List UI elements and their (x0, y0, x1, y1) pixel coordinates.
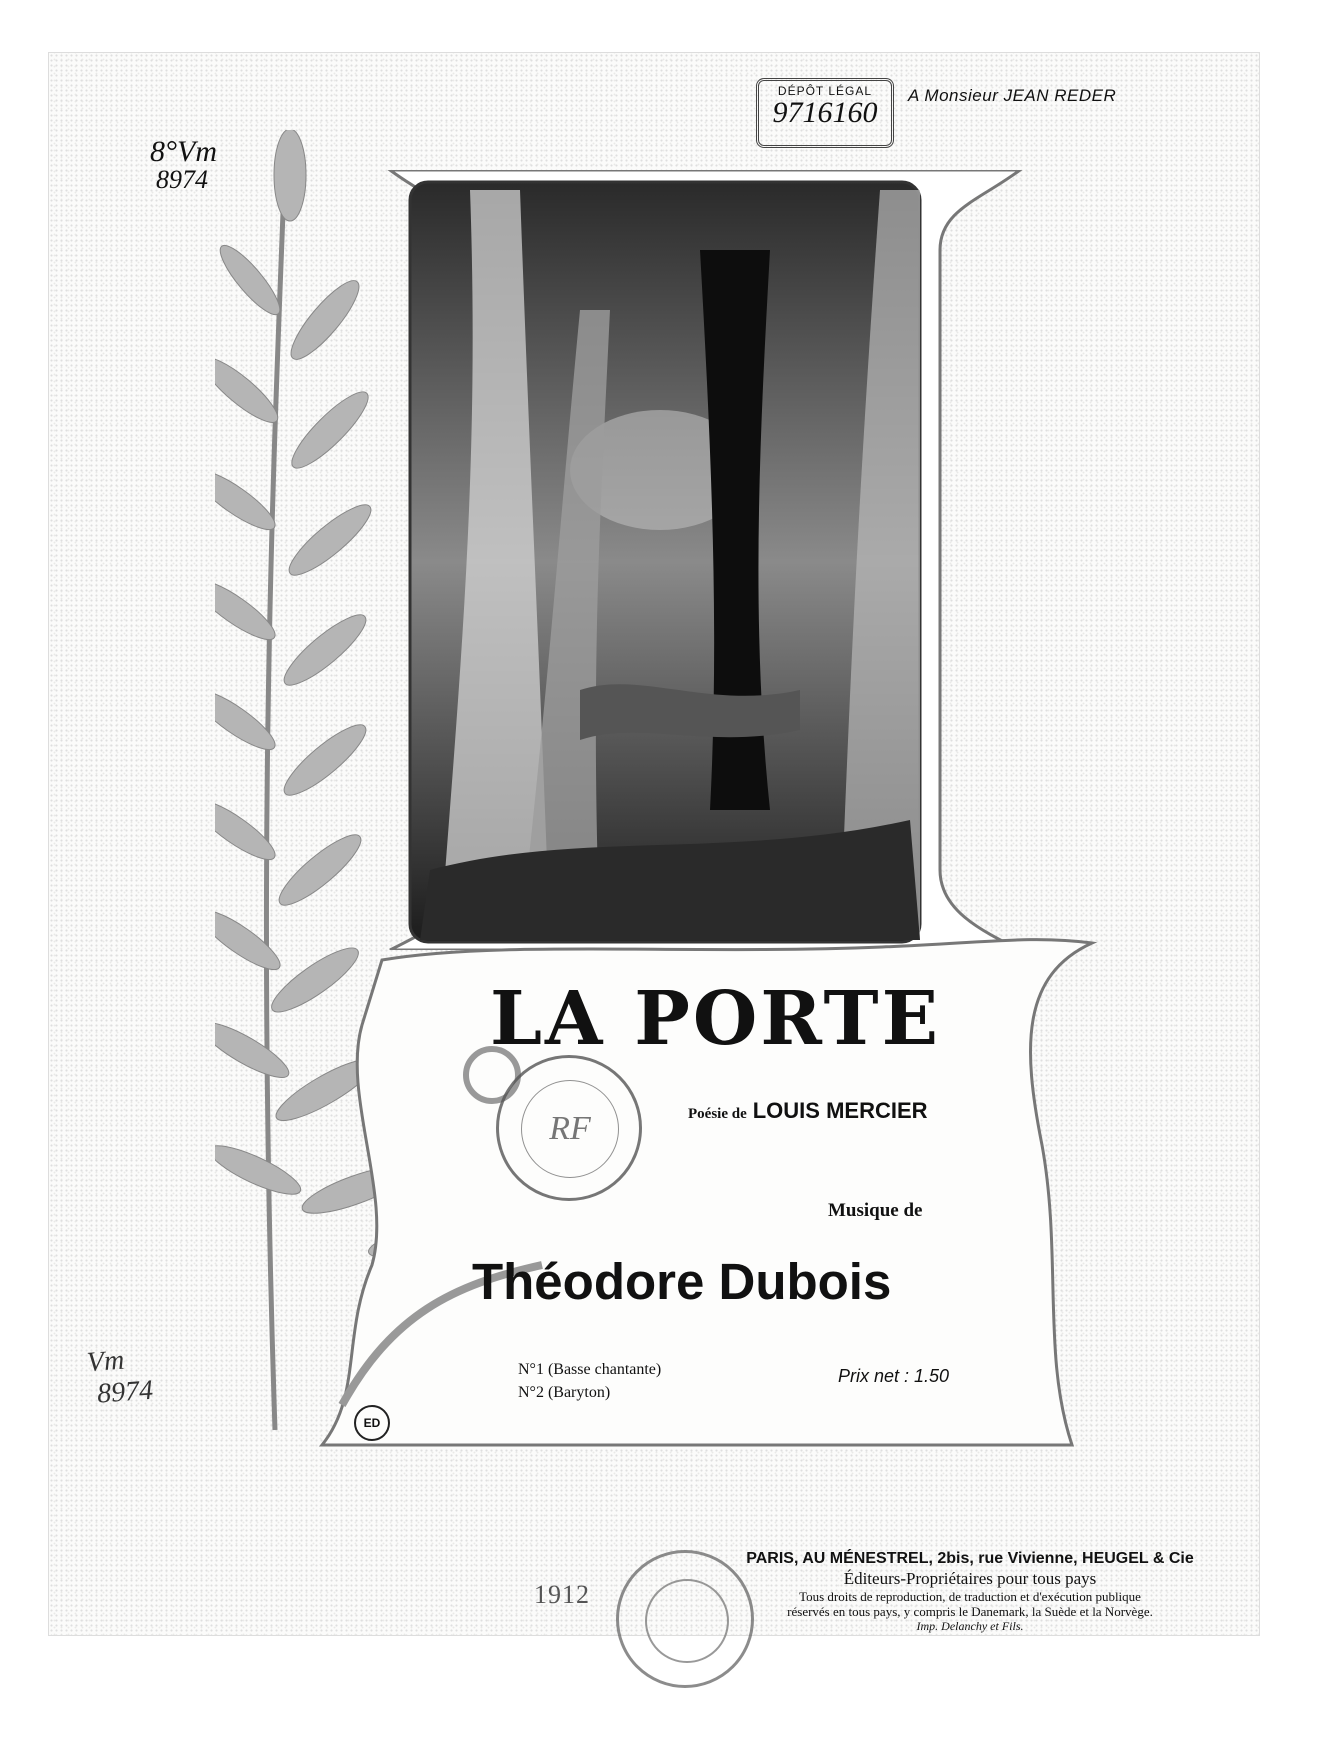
publication-year: 1912 (534, 1580, 590, 1609)
publisher-address: PARIS, AU MÉNESTREL, 2bis, rue Vivienne, HEUGEL & Cie (746, 1550, 1194, 1567)
publisher-imprint (735, 1550, 1205, 1634)
library-stamp-monogram: RF (521, 1080, 619, 1178)
publisher-logo: ED (354, 1405, 390, 1441)
rights-line-2: réservés en tous pays, y compris le Danemark, la Suède et la Norvège. (787, 1604, 1153, 1619)
depot-stamp-number: 9716160 (772, 96, 878, 129)
forest-scene-illustration (380, 170, 1030, 950)
price-label: Prix net : 1.50 (838, 1366, 950, 1386)
edition-item: N°1 (Basse chantante) (518, 1361, 662, 1378)
rights-line-1: Tous droits de reproduction, de traduction et d'exécution publique (799, 1589, 1141, 1604)
publisher-round-stamp (616, 1550, 754, 1688)
shelf-mark-line1: 8°Vm (150, 135, 217, 168)
library-stamp (496, 1055, 642, 1201)
edition-list (518, 1358, 661, 1404)
poet-credit (688, 1098, 928, 1124)
composer-name: Théodore Dubois (472, 1253, 892, 1310)
shelf-mark-line2: 8974 (156, 165, 208, 194)
publisher-role: Éditeurs-Propriétaires pour tous pays (843, 1569, 1097, 1588)
poet-prefix: Poésie de (688, 1106, 747, 1122)
depot-stamp-label: DÉPÔT LÉGAL (777, 84, 873, 98)
round-stamp-inner (645, 1579, 729, 1663)
hand-note-line2: 8974 (96, 1374, 155, 1410)
legal-deposit-stamp (756, 78, 894, 148)
shelf-mark-handwritten (150, 135, 217, 195)
printer-credit: Imp. Delanchy et Fils. (916, 1619, 1024, 1633)
song-title: LA PORTE (490, 976, 941, 1062)
dedication: A Monsieur JEAN REDER (908, 86, 1117, 105)
edition-item: N°2 (Baryton) (518, 1384, 611, 1401)
handwritten-catalog-note (86, 1343, 154, 1411)
poet-name: LOUIS MERCIER (752, 1098, 928, 1123)
music-credit-label: Musique de (828, 1200, 923, 1221)
hand-note-line1: Vm (85, 1344, 126, 1379)
